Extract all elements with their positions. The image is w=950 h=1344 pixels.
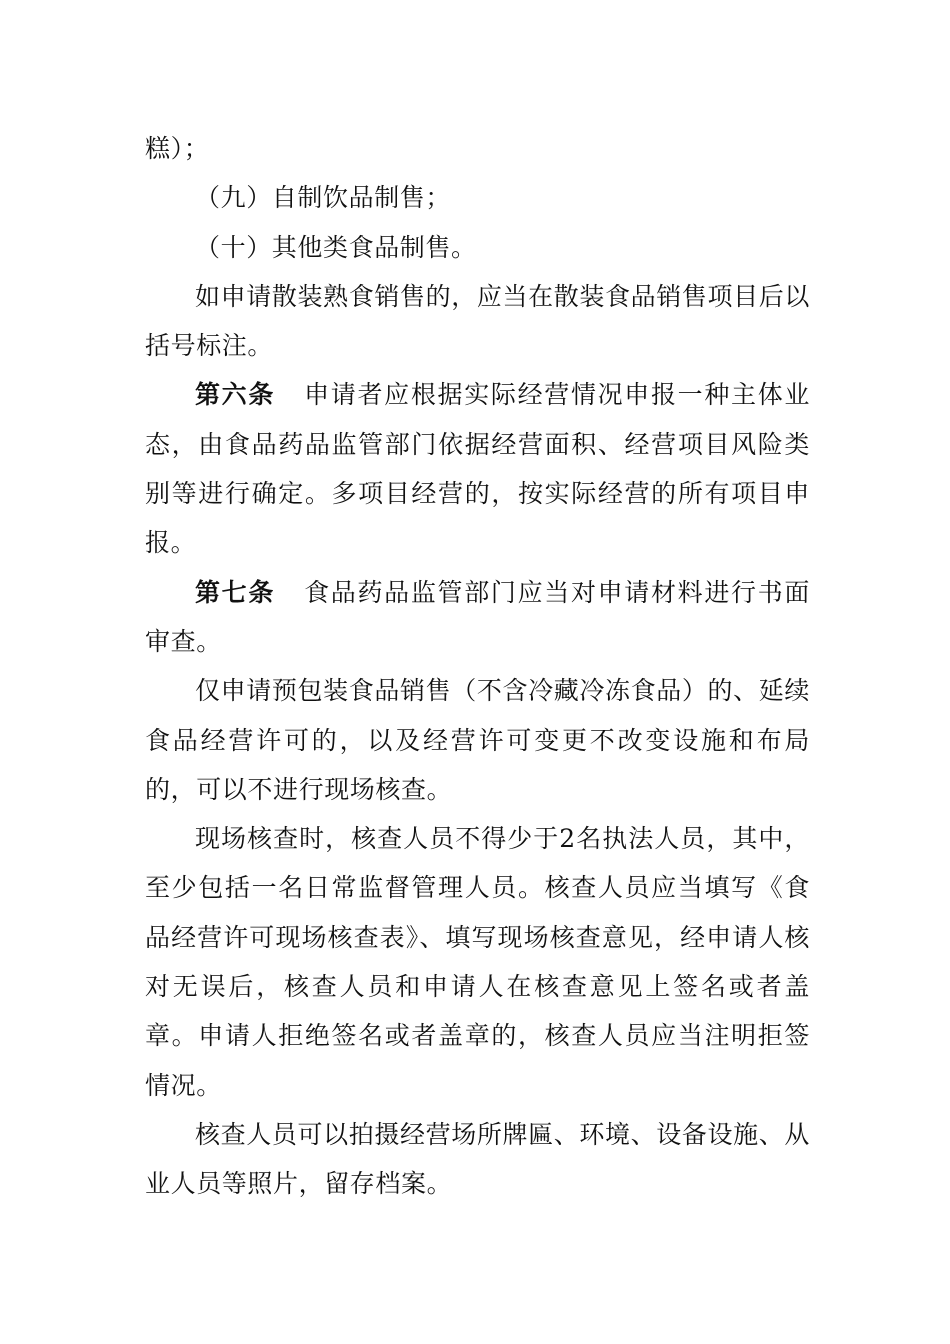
article-6	[145, 370, 810, 567]
paragraph-photo-archive: 核查人员可以拍摄经营场所牌匾、环境、设备设施、从业人员等照片，留存档案。	[145, 1119, 810, 1199]
article-6-number: 第六条	[195, 380, 276, 410]
paragraph-continuation: 糕）；	[145, 134, 210, 163]
paragraph-onsite-inspection: 现场核查时，核查人员不得少于2名执法人员，其中，至少包括一名日常监督管理人员。核查人员应当填写《食品经营许可现场核查表》、填写现场核查意见，经申请人核对无误后，核查人员和申请人在核查意见上签名或者盖章。申请人拒绝签名或者盖章的，核查人员应当注明拒签情况。	[145, 824, 810, 1100]
article-7	[145, 568, 810, 667]
article-7-number: 第七条	[195, 577, 276, 607]
list-item-9: （九）自制饮品制售；	[195, 183, 452, 213]
document-page	[145, 124, 810, 1209]
paragraph-bulk-cooked-food-note: 如申请散装熟食销售的，应当在散装食品销售项目后以括号标注。	[145, 281, 810, 361]
article-7-body: 食品药品监管部门应当对申请材料进行书面审查。	[145, 577, 810, 656]
article-6-body: 申请者应根据实际经营情况申报一种主体业态，由食品药品监管部门依据经营面积、经营项目风险类别等进行确定。多项目经营的，按实际经营的所有项目申报。	[145, 380, 810, 558]
list-item-10: （十）其他类食品制售。	[195, 232, 477, 262]
paragraph-no-onsite-inspection: 仅申请预包装食品销售（不含冷藏冷冻食品）的、延续食品经营许可的，以及经营许可变更不改变设施和布局的，可以不进行现场核查。	[145, 676, 810, 804]
